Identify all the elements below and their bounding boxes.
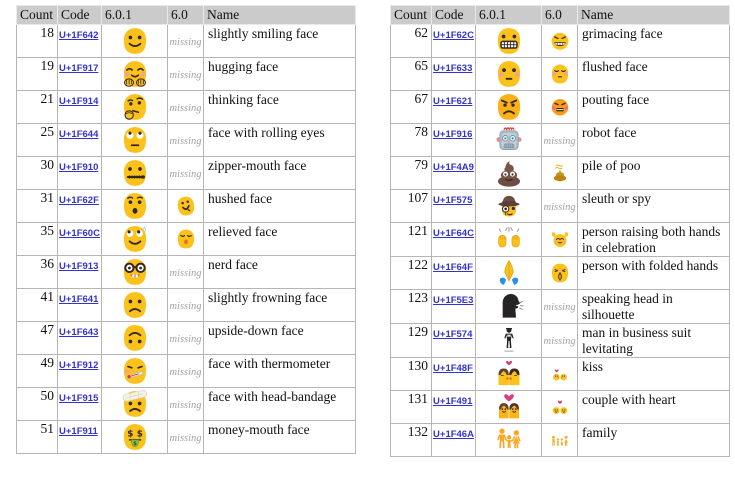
missing-label: missing xyxy=(169,367,202,378)
v60-cell xyxy=(542,124,578,157)
v60-cell xyxy=(542,91,578,124)
slightly-frowning-face-icon xyxy=(120,290,150,320)
table-row xyxy=(391,190,730,223)
table-row xyxy=(17,91,356,124)
column-header-6-0-1: 6.0.1 xyxy=(476,6,542,25)
v601-cell xyxy=(476,157,542,190)
count-cell: 122 xyxy=(391,256,432,289)
tables-container xyxy=(16,5,730,457)
column-header-code: Code xyxy=(58,6,102,25)
missing-label: missing xyxy=(543,202,576,213)
missing-label: missing xyxy=(169,301,202,312)
folded-hands-60-icon xyxy=(549,262,571,284)
table-row xyxy=(17,157,356,190)
v60-cell xyxy=(542,58,578,91)
table-row xyxy=(17,388,356,421)
code-cell xyxy=(432,390,476,423)
count-cell: 30 xyxy=(17,157,58,190)
family-60-icon xyxy=(549,429,571,451)
count-cell: 62 xyxy=(391,25,432,58)
count-cell: 25 xyxy=(17,124,58,157)
column-header-count: Count xyxy=(391,6,432,25)
count-cell: 50 xyxy=(17,388,58,421)
code-cell xyxy=(432,357,476,390)
code-cell xyxy=(432,223,476,257)
table-row xyxy=(17,322,356,355)
missing-label: missing xyxy=(169,433,202,444)
emoji-name: relieved face xyxy=(204,223,356,256)
count-cell: 49 xyxy=(17,355,58,388)
code-link[interactable]: U+1F643 xyxy=(59,327,99,338)
v601-cell xyxy=(102,91,168,124)
code-cell xyxy=(432,323,476,357)
v601-cell xyxy=(476,256,542,289)
v601-cell xyxy=(476,91,542,124)
relieved-face-icon xyxy=(120,224,150,254)
svg-text:$: $ xyxy=(126,429,133,440)
code-cell xyxy=(58,223,102,256)
table-row xyxy=(17,421,356,454)
speaking-head-in-silhouette-icon xyxy=(494,291,524,321)
slightly-smiling-face-icon xyxy=(120,26,150,56)
missing-label: missing xyxy=(169,400,202,411)
emoji-name: money-mouth face xyxy=(204,421,356,454)
emoji-name: pile of poo xyxy=(578,157,730,190)
v60-cell xyxy=(542,390,578,423)
v60-cell xyxy=(168,355,204,388)
code-cell xyxy=(432,423,476,456)
code-link[interactable]: U+1F574 xyxy=(433,328,473,340)
v601-cell xyxy=(476,25,542,58)
v601-cell xyxy=(476,357,542,390)
code-link[interactable]: U+1F911 xyxy=(59,426,98,437)
table-row xyxy=(17,124,356,157)
emoji-name: kiss xyxy=(578,357,730,390)
table-row xyxy=(391,256,730,289)
table-row xyxy=(391,157,730,190)
couple-with-heart-icon xyxy=(494,392,524,422)
v60-cell xyxy=(542,357,578,390)
code-link[interactable]: U+1F641 xyxy=(59,294,99,305)
pouting-face-icon xyxy=(494,92,524,122)
missing-label: missing xyxy=(543,336,576,348)
count-cell: 130 xyxy=(391,357,432,390)
v60-cell xyxy=(168,421,204,454)
pile-of-poo-icon xyxy=(494,158,524,188)
code-link[interactable]: U+1F5E3 xyxy=(433,294,474,306)
v601-cell xyxy=(102,289,168,322)
face-with-head-bandage-icon xyxy=(120,389,150,419)
code-link[interactable]: U+1F48F xyxy=(433,362,473,374)
code-link[interactable]: U+1F491 xyxy=(433,395,473,407)
emoji-name: nerd face xyxy=(204,256,356,289)
v60-cell xyxy=(542,157,578,190)
count-cell: 47 xyxy=(17,322,58,355)
code-link[interactable]: U+1F633 xyxy=(433,63,473,74)
missing-label: missing xyxy=(169,70,202,81)
column-header-name: Name xyxy=(204,6,356,25)
header-row xyxy=(17,6,356,25)
face-with-rolling-eyes-icon xyxy=(120,125,150,155)
count-cell: 51 xyxy=(17,421,58,454)
table-row xyxy=(17,58,356,91)
upside-down-face-icon xyxy=(120,323,150,353)
code-cell xyxy=(58,157,102,190)
sleuth-or-spy-icon xyxy=(494,191,524,221)
emoji-name: couple with heart xyxy=(578,390,730,423)
count-cell: 123 xyxy=(391,289,432,323)
code-cell xyxy=(58,190,102,223)
table-row xyxy=(391,58,730,91)
code-link[interactable]: U+1F644 xyxy=(59,129,99,140)
code-link[interactable]: U+1F4A9 xyxy=(433,162,474,173)
emoji-name: slightly frowning face xyxy=(204,289,356,322)
missing-label: missing xyxy=(169,169,202,180)
v60-cell xyxy=(542,25,578,58)
code-cell xyxy=(58,25,102,58)
pouting-face-60-icon xyxy=(549,96,571,118)
table-row xyxy=(17,25,356,58)
emoji-name: thinking face xyxy=(204,91,356,124)
emoji-name: sleuth or spy xyxy=(578,190,730,223)
v601-cell xyxy=(476,58,542,91)
missing-label: missing xyxy=(169,103,202,114)
count-cell: 129 xyxy=(391,323,432,357)
code-cell xyxy=(432,58,476,91)
code-link[interactable]: U+1F621 xyxy=(433,96,473,107)
hushed-face-60-icon xyxy=(175,195,197,217)
code-cell xyxy=(432,157,476,190)
robot-face-icon xyxy=(494,125,524,155)
v601-cell xyxy=(102,421,168,454)
table-row xyxy=(391,124,730,157)
v60-cell xyxy=(168,157,204,190)
emoji-table-right xyxy=(390,5,730,457)
emoji-name: upside-down face xyxy=(204,322,356,355)
code-cell xyxy=(432,190,476,223)
v601-cell xyxy=(102,25,168,58)
emoji-name: man in business suit levitating xyxy=(578,323,730,357)
v60-cell xyxy=(168,124,204,157)
kiss-60-icon xyxy=(549,363,571,385)
code-cell xyxy=(432,124,476,157)
count-cell: 18 xyxy=(17,25,58,58)
code-cell xyxy=(58,91,102,124)
family-icon xyxy=(494,425,524,455)
pile-of-poo-60-icon xyxy=(549,162,571,184)
v601-cell xyxy=(476,190,542,223)
table-row xyxy=(17,355,356,388)
svg-text:$: $ xyxy=(136,429,143,440)
v60-cell xyxy=(542,289,578,323)
header-row xyxy=(391,6,730,25)
table-row xyxy=(391,91,730,124)
emoji-name: face with rolling eyes xyxy=(204,124,356,157)
missing-label: missing xyxy=(169,334,202,345)
v60-cell xyxy=(168,223,204,256)
count-cell: 19 xyxy=(17,58,58,91)
thinking-face-icon xyxy=(120,92,150,122)
v601-cell xyxy=(476,323,542,357)
code-link[interactable]: U+1F914 xyxy=(59,96,99,107)
face-with-thermometer-icon xyxy=(120,356,150,386)
column-header-6-0: 6.0 xyxy=(542,6,578,25)
hugging-face-icon xyxy=(120,59,150,89)
flushed-face-icon xyxy=(494,59,524,89)
count-cell: 31 xyxy=(17,190,58,223)
table-row xyxy=(391,289,730,323)
code-link[interactable]: U+1F575 xyxy=(433,195,473,206)
code-cell xyxy=(58,322,102,355)
code-cell xyxy=(58,124,102,157)
v601-cell xyxy=(102,124,168,157)
v601-cell xyxy=(102,157,168,190)
count-cell: 107 xyxy=(391,190,432,223)
person-raising-both-hands-icon xyxy=(494,224,524,254)
count-cell: 78 xyxy=(391,124,432,157)
table-row xyxy=(17,223,356,256)
v60-cell xyxy=(168,388,204,421)
count-cell: 67 xyxy=(391,91,432,124)
person-with-folded-hands-icon xyxy=(494,258,524,288)
emoji-name: grimacing face xyxy=(578,25,730,58)
v601-cell xyxy=(102,388,168,421)
code-link[interactable]: U+1F62C xyxy=(433,30,474,41)
table-row xyxy=(391,423,730,456)
v601-cell xyxy=(102,190,168,223)
kiss-icon xyxy=(494,359,524,389)
v601-cell xyxy=(476,124,542,157)
column-header-6-0: 6.0 xyxy=(168,6,204,25)
v60-cell xyxy=(168,91,204,124)
svg-text:$: $ xyxy=(132,441,137,447)
relieved-face-60-icon xyxy=(175,228,197,250)
raising-hands-60-icon xyxy=(549,228,571,250)
v601-cell xyxy=(476,289,542,323)
emoji-table-left xyxy=(16,5,356,454)
code-cell xyxy=(432,289,476,323)
code-cell xyxy=(58,256,102,289)
count-cell: 121 xyxy=(391,223,432,257)
code-cell xyxy=(432,91,476,124)
code-link[interactable]: U+1F912 xyxy=(59,360,99,371)
code-link[interactable]: U+1F64F xyxy=(433,261,473,273)
code-link[interactable]: U+1F916 xyxy=(433,129,473,140)
count-cell: 21 xyxy=(17,91,58,124)
count-cell: 36 xyxy=(17,256,58,289)
emoji-name: hugging face xyxy=(204,58,356,91)
v601-cell xyxy=(102,256,168,289)
column-header-6-0-1: 6.0.1 xyxy=(102,6,168,25)
v60-cell xyxy=(168,58,204,91)
v601-cell xyxy=(476,423,542,456)
v601-cell xyxy=(476,390,542,423)
missing-label: missing xyxy=(169,136,202,147)
code-link[interactable]: U+1F46A xyxy=(433,428,474,440)
emoji-name: slightly smiling face xyxy=(204,25,356,58)
v60-cell xyxy=(542,256,578,289)
table-row xyxy=(391,323,730,357)
code-link[interactable]: U+1F915 xyxy=(59,393,99,404)
code-link[interactable]: U+1F913 xyxy=(59,261,99,272)
v60-cell xyxy=(168,190,204,223)
code-link[interactable]: U+1F64C xyxy=(433,228,474,239)
money-mouth-face-icon xyxy=(120,422,150,452)
table-row xyxy=(391,357,730,390)
missing-label: missing xyxy=(169,37,202,48)
v60-cell xyxy=(542,323,578,357)
couple-with-heart-60-icon xyxy=(549,396,571,418)
code-link[interactable]: U+1F60C xyxy=(59,228,100,239)
v60-cell xyxy=(168,289,204,322)
emoji-name: zipper-mouth face xyxy=(204,157,356,190)
table-row xyxy=(17,190,356,223)
code-cell xyxy=(432,25,476,58)
emoji-name: robot face xyxy=(578,124,730,157)
count-cell: 131 xyxy=(391,390,432,423)
emoji-name: speaking head in silhouette xyxy=(578,289,730,323)
code-link[interactable]: U+1F910 xyxy=(59,162,99,173)
nerd-face-icon xyxy=(120,257,150,287)
emoji-name: face with thermometer xyxy=(204,355,356,388)
count-cell: 65 xyxy=(391,58,432,91)
grimacing-face-icon xyxy=(494,26,524,56)
man-in-business-suit-levitating-icon xyxy=(494,325,524,355)
v60-cell xyxy=(542,190,578,223)
table-row xyxy=(391,223,730,257)
v60-cell xyxy=(542,223,578,257)
code-cell xyxy=(58,388,102,421)
v60-cell xyxy=(542,423,578,456)
emoji-name: flushed face xyxy=(578,58,730,91)
code-link[interactable]: U+1F62F xyxy=(59,195,99,206)
v601-cell xyxy=(102,223,168,256)
table-row xyxy=(17,256,356,289)
emoji-name: person raising both hands in celebration xyxy=(578,223,730,257)
v601-cell xyxy=(102,58,168,91)
column-header-count: Count xyxy=(17,6,58,25)
grimacing-face-60-icon xyxy=(549,30,571,52)
hushed-face-icon xyxy=(120,191,150,221)
v601-cell xyxy=(102,322,168,355)
code-cell xyxy=(58,421,102,454)
table-row xyxy=(17,289,356,322)
emoji-name: face with head-bandage xyxy=(204,388,356,421)
emoji-name: pouting face xyxy=(578,91,730,124)
missing-label: missing xyxy=(543,302,576,314)
v60-cell xyxy=(168,25,204,58)
table-row xyxy=(391,25,730,58)
zipper-mouth-face-icon xyxy=(120,158,150,188)
v60-cell xyxy=(168,322,204,355)
v601-cell xyxy=(102,355,168,388)
code-cell xyxy=(58,58,102,91)
column-header-name: Name xyxy=(578,6,730,25)
table-row xyxy=(391,390,730,423)
code-cell xyxy=(58,289,102,322)
flushed-face-60-icon xyxy=(549,63,571,85)
column-header-code: Code xyxy=(432,6,476,25)
count-cell: 132 xyxy=(391,423,432,456)
emoji-name: person with folded hands xyxy=(578,256,730,289)
v60-cell xyxy=(168,256,204,289)
code-cell xyxy=(432,256,476,289)
count-cell: 79 xyxy=(391,157,432,190)
count-cell: 35 xyxy=(17,223,58,256)
emoji-name: family xyxy=(578,423,730,456)
missing-label: missing xyxy=(543,136,576,147)
missing-label: missing xyxy=(169,268,202,279)
code-cell xyxy=(58,355,102,388)
v601-cell xyxy=(476,223,542,257)
code-link[interactable]: U+1F642 xyxy=(59,30,99,41)
code-link[interactable]: U+1F917 xyxy=(59,63,99,74)
count-cell: 41 xyxy=(17,289,58,322)
emoji-name: hushed face xyxy=(204,190,356,223)
